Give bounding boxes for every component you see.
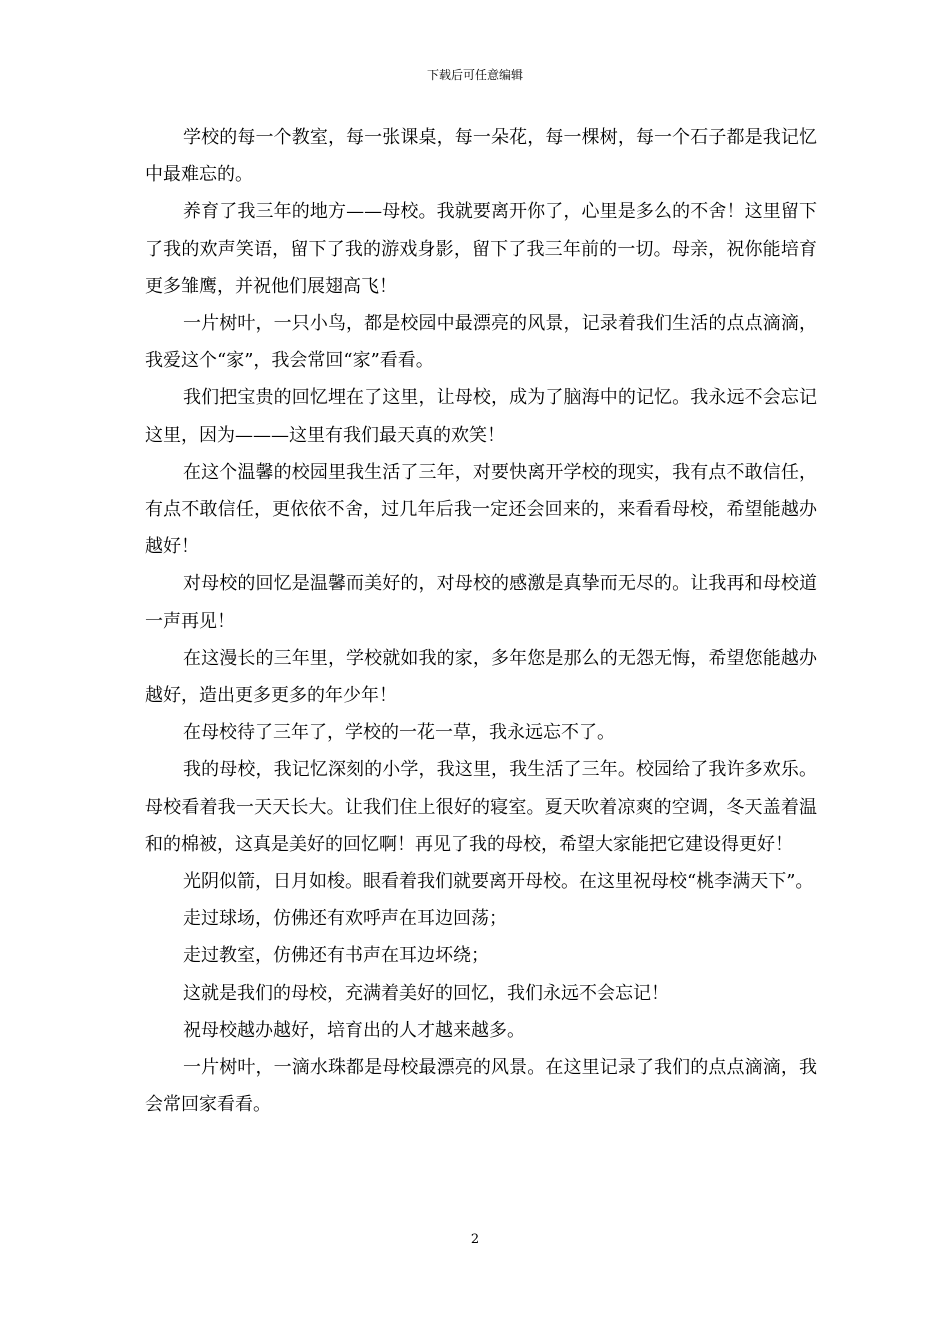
paragraph: 这就是我们的母校，充满着美好的回忆，我们永远不会忘记！ bbox=[183, 982, 669, 1004]
paragraph: 养育了我三年的地方——母校。我就要离开你了，心里是多么的不舍！这里留下了我的欢声笑语，留下了我的游戏身影，留下了我三年前的一切。母亲，祝你能培育更多雏鹰，并祝他们展翅高飞！ bbox=[145, 201, 817, 297]
page-number: 2 bbox=[470, 1232, 480, 1247]
document-body bbox=[145, 119, 817, 1123]
paragraph: 我的母校，我记忆深刻的小学，我这里，我生活了三年。校园给了我许多欢乐。母校看着我一天天长大。让我们住上很好的寝室。夏天吹着凉爽的空调，冬天盖着温和的棉被，这真是美好的回忆啊！再见了我的母校，希望大家能把它建设得更好！ bbox=[145, 759, 817, 855]
paragraph: 在这漫长的三年里，学校就如我的家，多年您是那么的无怨无悔，希望您能越办越好，造出更多更多的年少年！ bbox=[145, 647, 817, 707]
paragraph: 在这个温馨的校园里我生活了三年，对要快离开学校的现实，我有点不敢信任，有点不敢信任，更依依不舍，过几年后我一定还会回来的，来看看母校，希望能越办越好！ bbox=[145, 461, 817, 558]
paragraph: 光阴似箭，日月如梭。眼看着我们就要离开母校。在这里祝母校“桃李满天下”。 bbox=[183, 871, 814, 893]
paragraph: 走过球场，仿佛还有欢呼声在耳边回荡； bbox=[183, 908, 507, 930]
paragraph: 我们把宝贵的回忆埋在了这里，让母校，成为了脑海中的记忆。我永远不会忘记这里，因为———这里有我们最天真的欢笑！ bbox=[145, 387, 817, 446]
page-header: 下载后可任意编辑 bbox=[426, 68, 523, 82]
paragraph: 对母校的回忆是温馨而美好的，对母校的感激是真挚而无尽的。让我再和母校道一声再见！ bbox=[145, 573, 817, 632]
paragraph: 一片树叶，一只小鸟，都是校园中最漂亮的风景，记录着我们生活的点点滴滴，我爱这个“家”，我会常回“家”看看。 bbox=[145, 313, 817, 372]
paragraph: 在母校待了三年了，学校的一花一草，我永远忘不了。 bbox=[183, 722, 615, 744]
paragraph: 一片树叶，一滴水珠都是母校最漂亮的风景。在这里记录了我们的点点滴滴，我会常回家看看。 bbox=[145, 1057, 817, 1116]
paragraph: 祝母校越办越好，培育出的人才越来越多。 bbox=[183, 1019, 525, 1041]
paragraph: 走过教室，仿佛还有书声在耳边坏绕； bbox=[183, 945, 489, 967]
paragraph: 学校的每一个教室，每一张课桌，每一朵花，每一棵树，每一个石子都是我记忆中最难忘的。 bbox=[145, 127, 817, 186]
